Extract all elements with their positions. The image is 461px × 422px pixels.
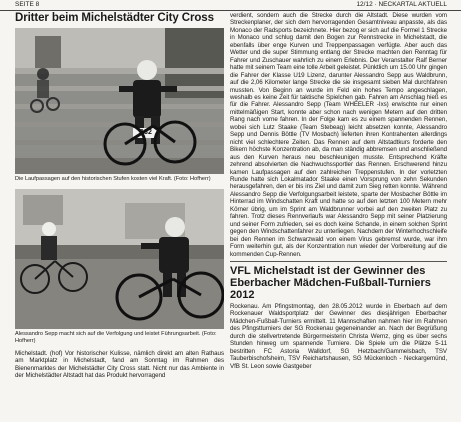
left-column xyxy=(15,12,224,379)
article-title: Dritter beim Michelstädter City Cross xyxy=(15,12,214,24)
photo-cyclists-race-image xyxy=(15,189,224,329)
photo-cyclist-stairs-image xyxy=(15,28,224,174)
photo-caption-2: Alessandro Sepp macht sich auf die Verfolgung und leistet Führungsarbeit. (Foto: Hofherr) xyxy=(15,331,217,345)
section-divider xyxy=(230,261,447,262)
article-lead-text: Michelstadt. (hof) Vor historischer Kulisse, nämlich direkt am alten Rathaus am Marktplatz in Michelstadt, fand am Sonntag im Rahmen des Bienenmarktes der Michelstädter City Cross statt. Nicht nur das Ambiente in der Michelstädter Altstadt hat das Produkt hervorragend xyxy=(15,349,224,379)
right-column xyxy=(230,12,447,370)
photo-cyclist-stairs xyxy=(15,28,224,174)
photo-cyclists-race xyxy=(15,189,224,329)
bib-number: 132 xyxy=(140,129,152,136)
article-2-text: Rockenau. Am Pfingstmontag, den 28.05.2012 wurde in Eberbach auf dem Rockenauer Waldsportplatz der Gewinner des diesjährigen Eberbacher Mädchen-Fußball-Turniers ermittelt. 11 Mannschaften nahmen hier im Rahmen des Pfingstturniers der SG Rockenau gegeneinander an. Nach der Begrüßung durch die stellvertretende Bürgermeisterin Christa Wernz, ging es über sechs Stunden hinweg um spannende Turniere. Die Spiele um die Plätze 5-11 bestritten FC Astoria Walldorf, SG Hetzbach/Gammelsbach, TSV Tauberbischofsheim, TSV Reichartshausen, SG Mückenloch - Neckargemünd, VfB St. Leon sowie Gastgeber xyxy=(230,302,447,370)
photo-caption-1: Die Laufpassagen auf den historischen Stufen kosten viel Kraft. (Foto: Hofherr) xyxy=(15,176,211,182)
page-header xyxy=(0,0,461,11)
issue-label: 12/12 · NECKARTAL AKTUELL xyxy=(356,1,447,8)
article-title-2: VFL Michelstadt ist der Gewinner des Eberbacher Mädchen-Fußball-Turniers 2012 xyxy=(230,264,431,301)
article-continuation-text: verdient, sondern auch die Strecke durch die Altstadt. Diese wurden vom Streckenplaner, der sich dem hervorragenden Gesamtniveau anpasste, als das Monaco der Radsports bezeichnete. Hier bezog er sich auf die Formel 1 Strecke in Monaco und schlug damit den Bogen zur Rennstrecke in Michelstadt, die ebenfalls über enge Kurven und Treppenpassagen verfügte. Aber auch das Wetter und die super Stimmung entlang der Strecke machten den Renntag für Fahrer und Zuschauer wahrlich zu einem Erlebnis. Der Veranstalter Ralf Berner hatte mit seinem Team eine tolle Arbeit geleistet. Pünktlich um 15.00 Uhr gingen die Fahrer der Klasse U19 Lizenz, darunter Alessandro Sepp aus Waldbrunn, auf die 2,06 Kilometer lange Strecke die sie insgesamt sieben Mal durchfahren mussten. Von Beginn an wurde im Feld ein hohes Tempo angeschlagen, weshalb es keine Zeit für taktische Spielchen gab. Fahren am Anschlag hieß es für die Fahrer. Alessandro Sepp (Team WHEELER -Ixs) erwischte nur einen mittelmäßigen Start, konnte aber schon nach wenigen Metern auf den dritten Rang nach vorne fahren. In der Folge kam es zu einem spannenden Rennen, wobei sich Lutz Staake (Team Stebeag) leicht absetzen konnte, Alessandro Sepp und Dennis Böttle (TV Mosbach) lieferten ihren Kontrahenten allerdings nicht viel schlechtere Zeiten. Das Rennen auf dem Altstadtkurs forderte den Bikern höchste Konzentration ab, da man ständig abbremsen und anschließend aus den Kurven heraus neu beschleunigen musste. Entsprechend Kräfte zehrend absolvierten die Nachwuchssportler das Rennen. Erschwerend hinzu kamen Laufpassagen auf den zahlreichen Treppenstufen. In der vorletzten Runde hatte sich Lokalmatador Staake einen Vorsprung von zehn Sekunden herausgefahren, den er bis ins Ziel und damit zum Sieg retten konnte. Während Alessandro Sepp die Verfolgungsarbeit leistete, sparte der Mosbacher Böttle im Hinterrad im Windschatten Kraft und hatte so auf den letzten 100 Metern mehr Körner übrig, um im Sprint am Waldbrunner vorbei auf den zweiten Platz zu fahren. Trotz dieses Rennverlaufs war Alessandro Sepp mit seiner Platzierung und seiner Form zufrieden, sei es doch keine Schande, in einem solchen Sprint gegen den Windschattenfahrer zu unterliegen. Nachdem der Winterhochschleife bei den Rennen im Schwarzwald von einem Virus gebremst wurde, war ihm Form weiterhin gut, als der Konzentration nun wieder der Vorbereitung auf die kommenden Cup-Rennen. xyxy=(230,12,447,258)
page-number: SEITE 8 xyxy=(15,1,40,8)
